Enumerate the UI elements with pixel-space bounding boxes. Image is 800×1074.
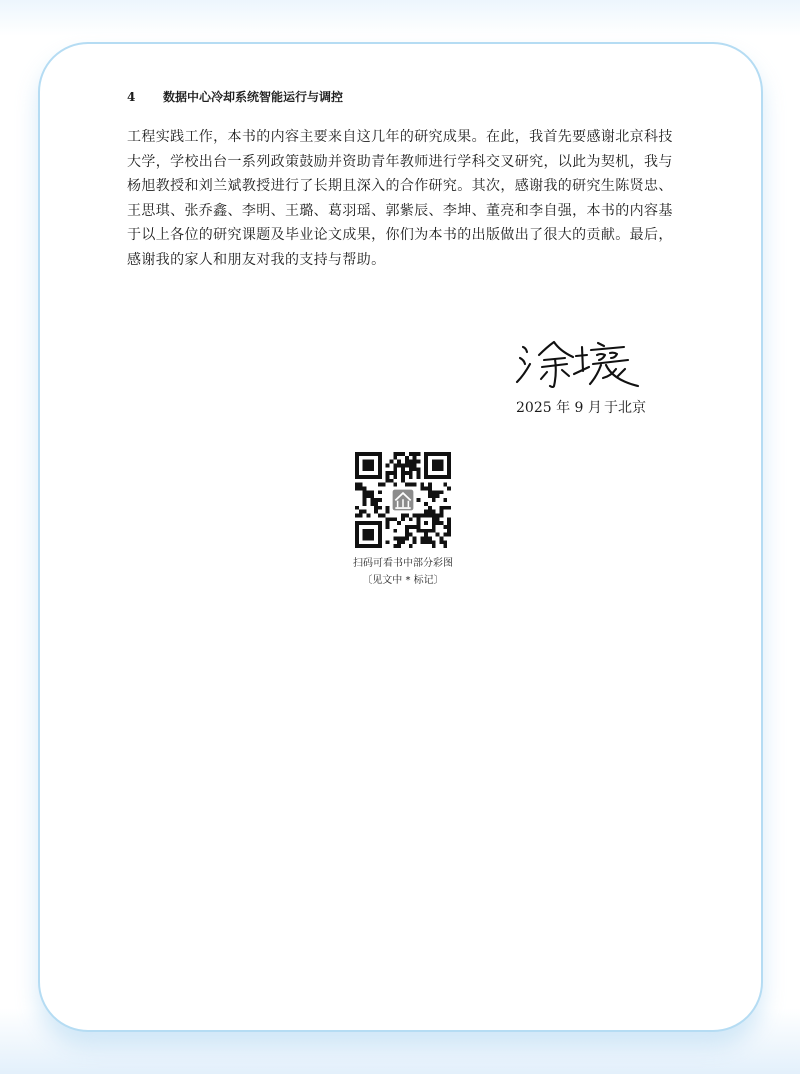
qr-module — [443, 544, 447, 548]
qr-module — [405, 513, 409, 517]
qr-module — [432, 498, 436, 502]
qr-module — [436, 533, 440, 537]
qr-module — [359, 487, 363, 491]
qr-module — [420, 540, 424, 544]
qr-module — [393, 456, 397, 460]
qr-module — [386, 540, 390, 544]
qr-module — [409, 483, 413, 487]
qr-module — [439, 490, 443, 494]
qr-module — [424, 487, 428, 491]
qr-module — [409, 525, 413, 529]
qr-module — [447, 506, 451, 510]
qr-module — [374, 502, 378, 506]
qr-module — [413, 456, 417, 460]
qr-module — [393, 475, 397, 479]
qr-module — [363, 487, 367, 491]
qr-module — [428, 487, 432, 491]
qr-module — [359, 483, 363, 487]
qr-module — [397, 452, 401, 456]
qr-module — [416, 452, 420, 456]
qr-module — [363, 498, 367, 502]
qr-module — [436, 521, 440, 525]
qr-module — [393, 517, 397, 521]
qr-module — [405, 464, 409, 468]
qr-module — [409, 464, 413, 468]
qr-module — [432, 460, 444, 472]
qr-module — [397, 536, 401, 540]
qr-module — [424, 502, 428, 506]
qr-module — [378, 513, 382, 517]
qr-module — [386, 464, 390, 468]
qr-module — [432, 490, 436, 494]
qr-module — [355, 483, 359, 487]
qr-module — [409, 460, 413, 464]
handwritten-signature — [510, 338, 642, 396]
qr-module — [393, 536, 397, 540]
qr-code — [355, 452, 451, 548]
qr-module — [447, 521, 451, 525]
qr-module — [359, 513, 363, 517]
qr-module — [409, 475, 413, 479]
qr-module — [393, 483, 397, 487]
qr-module — [390, 517, 394, 521]
qr-module — [367, 494, 371, 498]
qr-module — [386, 471, 390, 475]
qr-module — [409, 467, 413, 471]
qr-module — [447, 517, 451, 521]
qr-module — [439, 506, 443, 510]
qr-module — [436, 513, 440, 517]
qr-module — [363, 460, 375, 472]
body-paragraph — [127, 125, 675, 272]
qr-module — [363, 490, 367, 494]
qr-module — [428, 536, 432, 540]
qr-module — [367, 513, 371, 517]
qr-module — [393, 452, 397, 456]
qr-module — [355, 506, 359, 510]
qr-module — [409, 517, 413, 521]
qr-module — [413, 525, 417, 529]
qr-module — [405, 533, 409, 537]
book-building-icon — [390, 487, 415, 512]
dateline-place: 于北京 — [604, 400, 646, 416]
qr-module — [405, 525, 409, 529]
qr-module — [436, 517, 440, 521]
qr-module — [409, 452, 413, 456]
qr-module — [416, 475, 420, 479]
qr-module — [378, 506, 382, 510]
qr-module — [393, 544, 397, 548]
qr-module — [424, 536, 428, 540]
qr-module — [420, 536, 424, 540]
dateline-date: 2025 年 9 月 — [516, 400, 602, 416]
qr-module — [420, 487, 424, 491]
qr-module — [367, 490, 371, 494]
qr-module — [401, 471, 405, 475]
qr-module — [397, 521, 401, 525]
qr-module — [428, 483, 432, 487]
qr-module — [439, 510, 443, 514]
qr-module — [413, 452, 417, 456]
qr-module — [436, 490, 440, 494]
body-line: 杨旭教授和刘兰斌教授进行了长期且深入的合作研究。其次，感谢我的研究生陈贤忠、 — [127, 178, 673, 194]
qr-module — [424, 521, 428, 525]
qr-module — [374, 498, 378, 502]
page-number: 4 — [127, 90, 136, 104]
qr-module — [432, 510, 436, 514]
qr-module — [443, 498, 447, 502]
qr-module — [386, 525, 390, 529]
body-line: 工程实践工作，本书的内容主要来自这几年的研究成果。在此，我首先要感谢北京科技 — [127, 129, 673, 145]
qr-module — [401, 479, 405, 483]
qr-module — [416, 471, 420, 475]
qr-module — [447, 525, 451, 529]
qr-module — [397, 464, 401, 468]
qr-module — [359, 510, 363, 514]
qr-module — [405, 483, 409, 487]
qr-module — [409, 471, 413, 475]
qr-module — [405, 471, 409, 475]
qr-module — [355, 487, 359, 491]
qr-module — [428, 494, 432, 498]
qr-module — [378, 490, 382, 494]
qr-module — [428, 506, 432, 510]
qr-module — [416, 498, 420, 502]
qr-module — [386, 475, 390, 479]
qr-caption: 扫码可看书中部分彩图 — [353, 558, 453, 569]
qr-module — [363, 510, 367, 514]
qr-module — [401, 517, 405, 521]
qr-module — [439, 540, 443, 544]
qr-module — [374, 510, 378, 514]
qr-module — [386, 521, 390, 525]
qr-module — [428, 490, 432, 494]
qr-module — [397, 460, 401, 464]
qr-module — [393, 529, 397, 533]
qr-module — [409, 544, 413, 548]
qr-module — [443, 525, 447, 529]
qr-module — [390, 471, 394, 475]
body-line: 王思琪、张乔鑫、李明、王璐、葛羽瑶、郭紫辰、李坤、董亮和李自强，本书的内容基 — [127, 202, 673, 219]
qr-module — [393, 471, 397, 475]
qr-module — [413, 536, 417, 540]
qr-module — [413, 513, 417, 517]
qr-module — [413, 464, 417, 468]
qr-module — [401, 452, 405, 456]
qr-module — [432, 540, 436, 544]
body-line: 感谢我的家人和朋友对我的支持与帮助。 — [127, 251, 386, 268]
qr-module — [443, 533, 447, 537]
qr-module — [413, 483, 417, 487]
qr-module — [405, 529, 409, 533]
qr-module — [363, 502, 367, 506]
qr-module — [355, 513, 359, 517]
qr-module — [432, 494, 436, 498]
qr-module — [413, 540, 417, 544]
qr-module — [370, 490, 374, 494]
qr-module — [378, 483, 382, 487]
qr-module — [443, 540, 447, 544]
qr-module — [374, 506, 378, 510]
qr-module — [447, 487, 451, 491]
qr-module — [413, 467, 417, 471]
qr-module — [401, 513, 405, 517]
qr-module — [390, 479, 394, 483]
qr-module — [370, 494, 374, 498]
qr-module — [439, 536, 443, 540]
qr-module — [447, 529, 451, 533]
qr-module — [382, 483, 386, 487]
qr-module — [397, 540, 401, 544]
qr-module — [397, 544, 401, 548]
qr-module — [424, 510, 428, 514]
qr-module — [401, 540, 405, 544]
qr-module — [378, 498, 382, 502]
qr-module — [390, 460, 394, 464]
qr-module — [413, 460, 417, 464]
qr-module — [401, 467, 405, 471]
qr-module — [401, 464, 405, 468]
qr-note: 〔见文中 * 标记〕 — [362, 575, 444, 586]
qr-module — [428, 540, 432, 544]
qr-module — [424, 540, 428, 544]
qr-module — [393, 467, 397, 471]
qr-module — [424, 533, 428, 537]
qr-module — [443, 483, 447, 487]
qr-module — [436, 494, 440, 498]
qr-module — [393, 464, 397, 468]
qr-module — [370, 502, 374, 506]
qr-module — [401, 475, 405, 479]
qr-module — [447, 533, 451, 537]
qr-module — [363, 494, 367, 498]
qr-module — [420, 483, 424, 487]
qr-module — [416, 460, 420, 464]
qr-module — [405, 456, 409, 460]
qr-module — [386, 506, 390, 510]
qr-module — [428, 510, 432, 514]
qr-module — [443, 506, 447, 510]
qr-module — [370, 498, 374, 502]
qr-module — [386, 517, 390, 521]
body-line: 大学，学校出台一系列政策鼓励并资助青年教师进行学科交叉研究，以此为契机，我与 — [127, 153, 673, 170]
qr-module — [405, 536, 409, 540]
qr-module — [401, 536, 405, 540]
qr-module — [432, 544, 436, 548]
qr-module — [386, 479, 390, 483]
qr-module — [409, 533, 413, 537]
qr-module — [439, 521, 443, 525]
qr-module — [363, 529, 375, 541]
running-head-title: 数据中心冷却系统智能运行与调控 — [163, 90, 344, 104]
qr-module — [386, 510, 390, 514]
qr-module — [382, 513, 386, 517]
body-line: 于以上各位的研究课题及毕业论文成果，你们为本书的出版做出了很大的贡献。最后， — [127, 227, 673, 243]
qr-module — [439, 513, 443, 517]
qr-module — [416, 467, 420, 471]
qr-module — [405, 460, 409, 464]
